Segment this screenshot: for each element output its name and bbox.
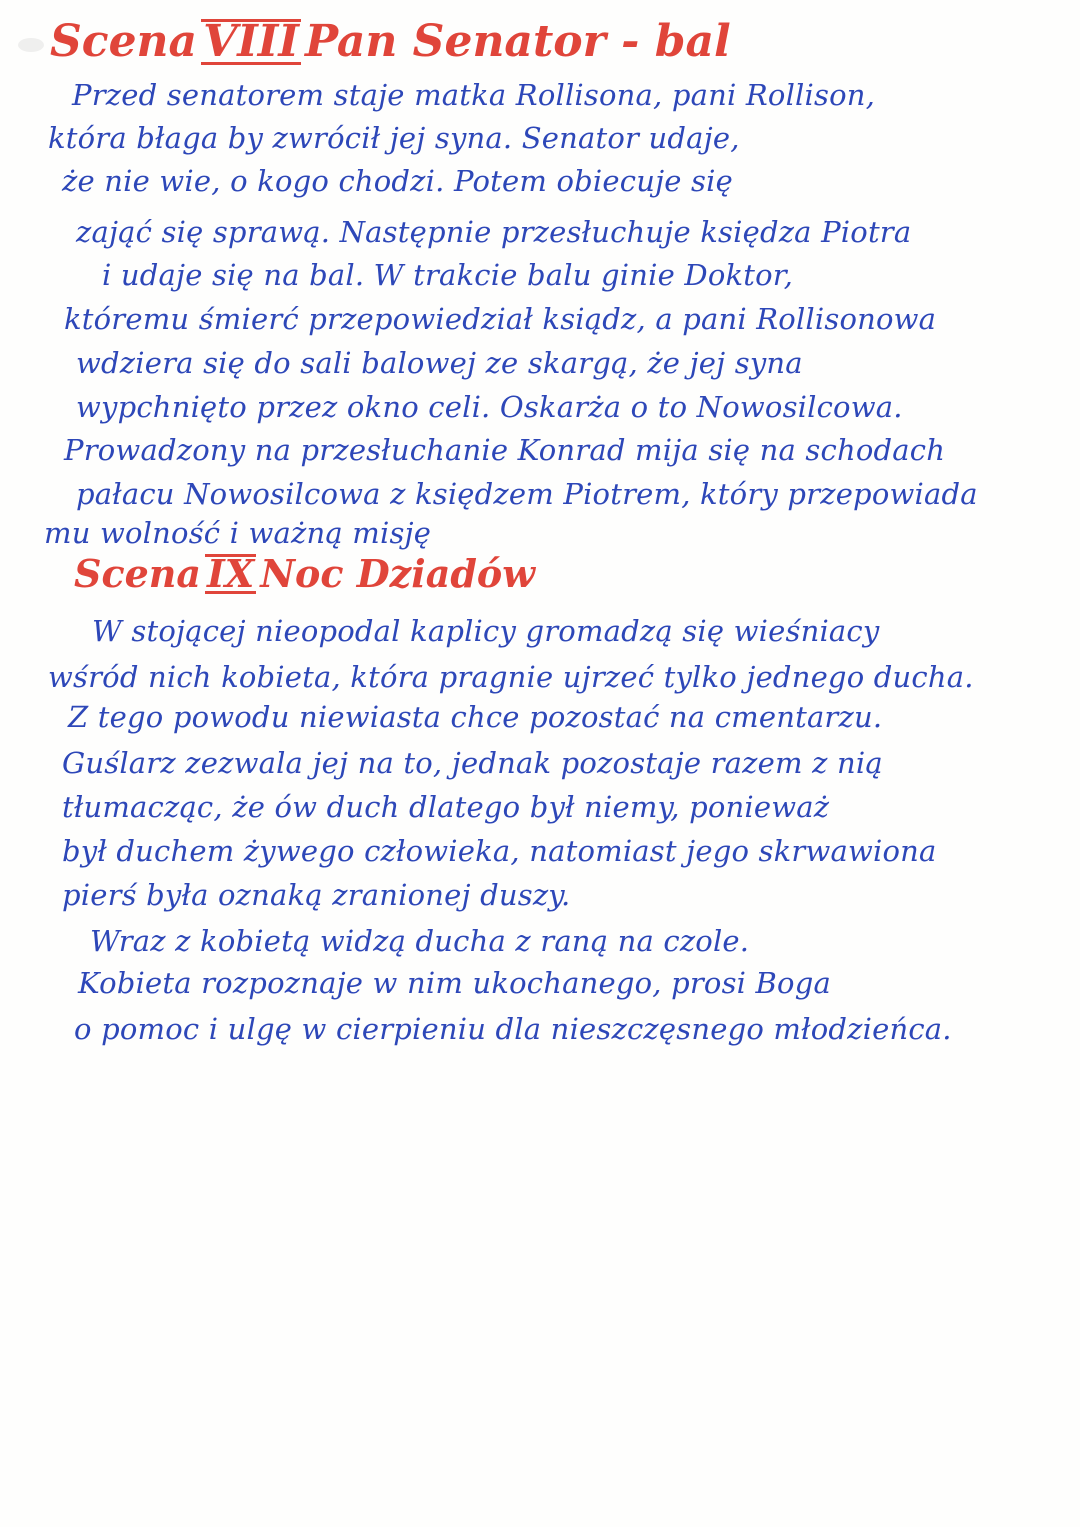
page-smudge — [18, 38, 44, 52]
scene-8-line: wypchnięto przez okno celi. Oskarża o to Nowosilcowa. — [76, 390, 903, 424]
scene-8-line: Przed senatorem staje matka Rollisona, pani Rollison, — [72, 78, 876, 112]
scene-9-line: był duchem żywego człowieka, natomiast jego skrwawiona — [62, 834, 937, 868]
scene-9-heading — [74, 551, 535, 596]
scene-8-line: że nie wie, o kogo chodzi. Potem obiecuje się — [62, 164, 733, 198]
scene-8-line: mu wolność i ważną misję — [44, 516, 432, 550]
scene-9-line: tłumacząc, że ów duch dlatego był niemy, ponieważ — [62, 790, 830, 824]
scene-9-line: Kobieta rozpoznaje w nim ukochanego, prosi Boga — [78, 966, 831, 1000]
scene-9-line: Z tego powodu niewiasta chce pozostać na cmentarzu. — [68, 700, 883, 734]
scene-9-line: pierś była oznaką zranionej duszy. — [62, 878, 571, 912]
scene-8-line: zająć się sprawą. Następnie przesłuchuje księdza Piotra — [76, 215, 912, 249]
scene-9-line: o pomoc i ulgę w cierpieniu dla nieszczęsnego młodzieńca. — [74, 1012, 952, 1046]
scene-8-number: VIII — [203, 16, 299, 67]
scene-8-line: i udaje się na bal. W trakcie balu ginie Doktor, — [102, 258, 794, 292]
scene-8-line: wdziera się do sali balowej ze skargą, że jej syna — [76, 346, 803, 380]
scene-9-label: Scena — [74, 551, 202, 596]
scene-8-line: któremu śmierć przepowiedział ksiądz, a pani Rollisonowa — [64, 302, 937, 336]
scene-8-line: pałacu Nowosilcowa z księdzem Piotrem, który przepowiada — [76, 477, 978, 511]
scene-9-title: Noc Dziadów — [260, 551, 535, 596]
scene-8-line: Prowadzony na przesłuchanie Konrad mija się na schodach — [64, 433, 946, 467]
scene-8-heading — [50, 16, 731, 67]
scene-8-label: Scena — [50, 16, 198, 67]
scene-9-line: W stojącej nieopodal kaplicy gromadzą się wieśniacy — [92, 614, 880, 648]
scene-9-line: Guślarz zezwala jej na to, jednak pozostaje razem z nią — [62, 746, 883, 780]
scene-9-number: IX — [207, 551, 255, 596]
scene-8-title: Pan Senator - bal — [304, 16, 731, 67]
scene-9-line: wśród nich kobieta, która pragnie ujrzeć tylko jednego ducha. — [48, 660, 974, 694]
scene-8-line: która błaga by zwrócił jej syna. Senator udaje, — [48, 121, 740, 155]
scene-9-line: Wraz z kobietą widzą ducha z raną na czole. — [90, 924, 750, 958]
